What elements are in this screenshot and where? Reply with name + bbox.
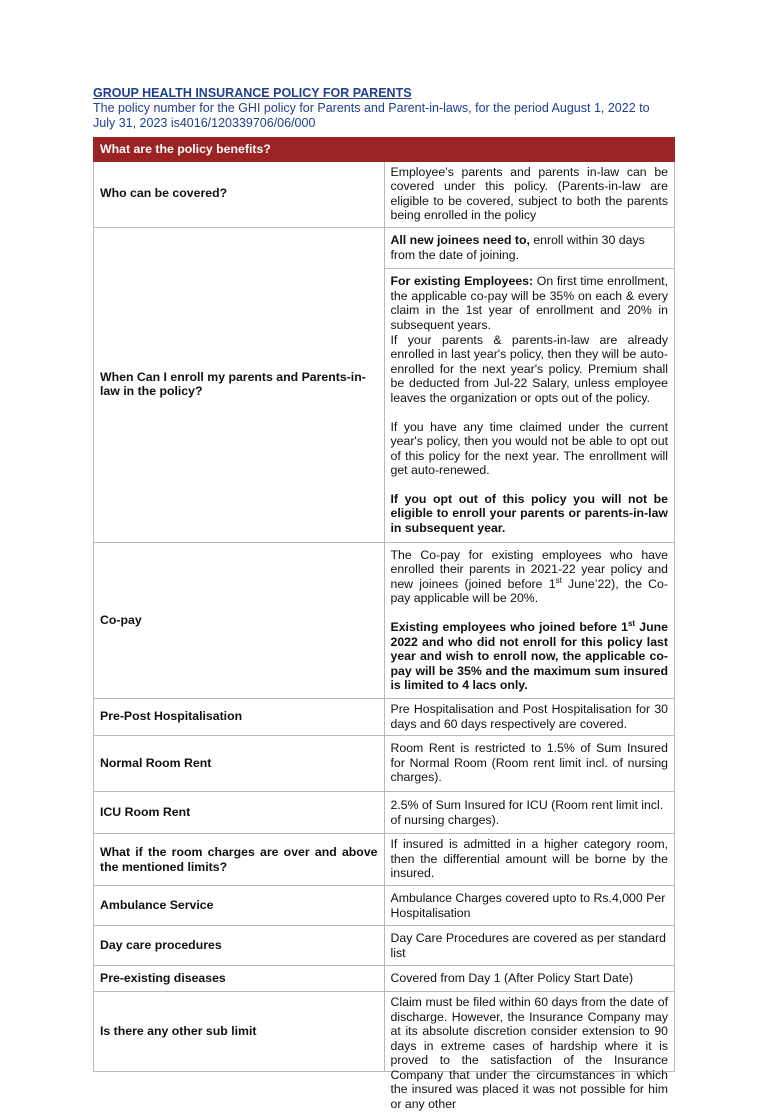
row-label-ambulance: Ambulance Service	[94, 885, 385, 925]
table-row-over-limit	[94, 834, 675, 886]
row-text-existing	[384, 269, 675, 543]
row-text-who: Employee’s parents and parents in-law can be covered under this policy. (Parents-in-law are eligible to be covered, subject to both the parents being enrolled in the policy	[384, 161, 675, 227]
copay-text-a: The Co-pay for existing employees who have enrolled their parents in 2021-22 year policy and new joinees (joined before 1	[390, 547, 668, 591]
row-text-sublimit	[384, 991, 675, 1112]
table-row-sublimit	[94, 991, 675, 1071]
row-text-new-joinees	[384, 227, 675, 268]
row-label-over-limit: What if the room charges are over and above the mentioned limits?	[94, 834, 385, 886]
sublimit-text: Claim must be filed within 60 days from the date of discharge. However, the Insurance Company may at its absolute discretion consider extension to 90 days in extreme cases of hardship where it is proved to the satisfaction of the Insurance Company that under the circumstances in which the insured was placed it was not possible for him or any other	[390, 994, 668, 1112]
optout-bold: If you opt out of this policy you will not be eligible to enroll your parents or parents-in-law in subsequent year.	[390, 491, 668, 536]
auto-enroll-text: If your parents & parents-in-law are already enrolled in last year's policy, then they will be auto-enrolled for the next year's policy. Premium shall be deducted from Jul-22 Salary, unless employee leaves the organization or opts out of the policy.	[390, 332, 668, 405]
row-label-copay: Co-pay	[94, 542, 385, 698]
copay-sup-b: st	[627, 618, 636, 628]
table-row-prepost	[94, 699, 675, 736]
claimed-text: If you have any time claimed under the current year's policy, then you would not be able to opt out of this policy for the next year. The enrollment will get auto-renewed.	[390, 419, 668, 478]
table-header: What are the policy benefits?	[94, 138, 675, 162]
table-row-new-joinees	[94, 227, 675, 268]
copay-text-b: June’22), the Co-pay applicable will be 20%.	[390, 576, 668, 606]
row-label-icu: ICU Room Rent	[94, 791, 385, 833]
copay-sup-a: st	[555, 575, 562, 585]
row-text-room-rent: Room Rent is restricted to 1.5% of Sum Insured for Normal Room (Room rent limit incl. of nursing charges).	[384, 736, 675, 792]
policy-benefits-table	[93, 137, 675, 1112]
table-row-icu	[94, 791, 675, 833]
row-label-who: Who can be covered?	[94, 161, 385, 227]
row-label-room-rent: Normal Room Rent	[94, 736, 385, 792]
table-row-who	[94, 161, 675, 227]
table-row-preexisting	[94, 966, 675, 992]
row-text-ambulance: Ambulance Charges covered upto to Rs.4,000 Per Hospitalisation	[384, 885, 675, 925]
policy-number-statement: The policy number for the GHI policy for Parents and Parent-in-laws, for the period August 1, 2022 to July 31, 2023 is4016/120339706/06/000	[93, 101, 650, 130]
document-page	[93, 86, 675, 1112]
copay-bold-a: Existing employees who joined before 1	[390, 620, 628, 635]
row-text-daycare: Day Care Procedures are covered as per standard list	[384, 926, 675, 966]
table-row-room-rent	[94, 736, 675, 792]
row-label-enroll: When Can I enroll my parents and Parents-in-law in the policy?	[94, 227, 385, 542]
row-label-preexisting: Pre-existing diseases	[94, 966, 385, 992]
table-header-row	[94, 138, 675, 162]
existing-text: On first time enrollment, the applicable co-pay will be 35% on each & every claim in the 1st year of enrollment and 20% in subsequent years.	[390, 274, 668, 332]
document-title: GROUP HEALTH INSURANCE POLICY FOR PARENTS	[93, 86, 412, 100]
row-text-prepost: Pre Hospitalisation and Post Hospitalisation for 30 days and 60 days respectively are covered.	[384, 699, 675, 736]
row-label-sublimit: Is there any other sub limit	[94, 991, 385, 1071]
existing-bold: For existing Employees:	[390, 274, 534, 289]
row-text-copay	[384, 542, 675, 698]
table-row-daycare	[94, 926, 675, 966]
row-text-preexisting: Covered from Day 1 (After Policy Start Date)	[384, 966, 675, 992]
row-text-icu: 2.5% of Sum Insured for ICU (Room rent limit incl. of nursing charges).	[384, 791, 675, 833]
row-label-daycare: Day care procedures	[94, 926, 385, 966]
row-label-prepost: Pre-Post Hospitalisation	[94, 699, 385, 736]
row-text-over-limit: If insured is admitted in a higher category room, then the differential amount will be borne by the insured.	[384, 834, 675, 886]
table-row-copay	[94, 542, 675, 698]
new-joinees-bold: All new joinees need to,	[390, 232, 530, 247]
table-row-ambulance	[94, 885, 675, 925]
new-joinees-text: enroll within 30 days from the date of joining.	[390, 232, 645, 262]
copay-bold-b: June 2022 and who did not enroll for this policy last year and wish to enroll now, the applicable co-pay will be 35% and the maximum sum insured is limited to 4 lacs only.	[390, 620, 668, 693]
